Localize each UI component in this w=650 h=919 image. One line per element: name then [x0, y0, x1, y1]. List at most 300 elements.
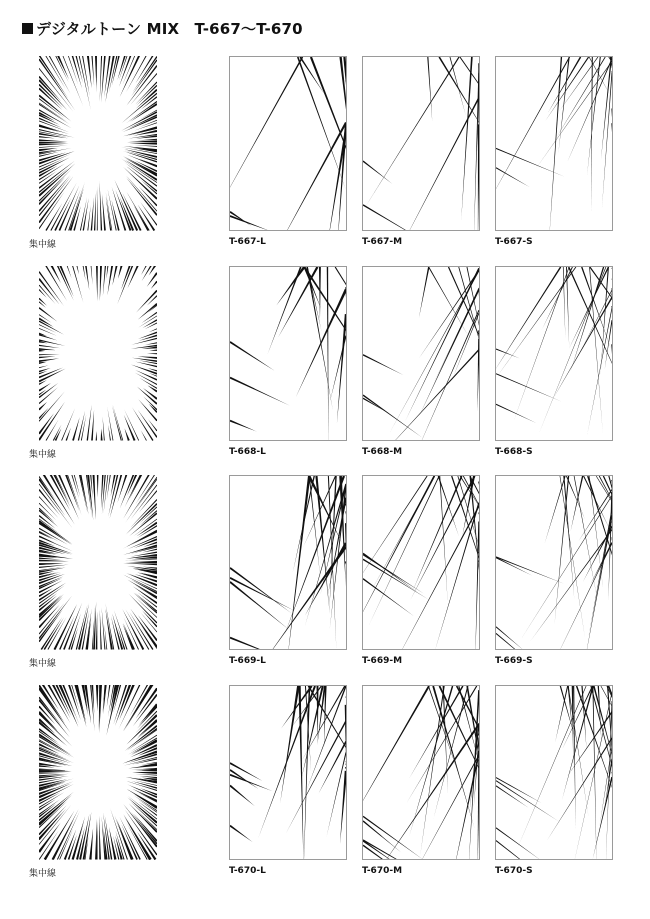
burst-line [101, 429, 103, 441]
tone-panel[interactable] [362, 685, 480, 860]
burst-line [79, 475, 88, 513]
tone-line [496, 840, 548, 859]
burst-line [138, 410, 157, 438]
burst-line [134, 561, 157, 562]
burst-line [107, 266, 113, 295]
tone-line [230, 769, 258, 789]
burst-svg [39, 475, 157, 650]
tone-line [562, 686, 593, 749]
burst-line [127, 579, 157, 598]
burst-line [100, 609, 102, 649]
burst-line [135, 370, 157, 381]
tone-line [587, 308, 612, 437]
burst-line [102, 194, 106, 231]
tone-line [363, 559, 429, 600]
burst-line [147, 353, 157, 354]
tone-line [468, 690, 479, 859]
burst-line [126, 503, 157, 535]
tone-svg [230, 476, 346, 649]
burst-line [39, 109, 71, 128]
tone-panel[interactable] [229, 56, 347, 231]
tone-line [340, 771, 346, 844]
tone-line [602, 72, 612, 210]
tone-line [279, 122, 346, 230]
tone-line [363, 476, 435, 630]
tone-row [0, 266, 650, 476]
burst-line [55, 428, 62, 441]
burst-line [91, 197, 94, 230]
tone-row [0, 56, 650, 266]
tone-line [363, 204, 429, 230]
burst-line [39, 289, 47, 298]
burst-line [134, 795, 157, 811]
tone-line [496, 167, 530, 187]
burst-label: 集中線 [29, 659, 57, 669]
burst-line [39, 362, 47, 364]
tone-svg [496, 267, 612, 440]
burst-line [94, 190, 96, 230]
burst-line [76, 605, 88, 650]
burst-line [76, 266, 79, 274]
tone-panel[interactable] [229, 475, 347, 650]
tone-line [496, 404, 536, 423]
tone-line [439, 476, 447, 605]
tone-line [419, 267, 430, 318]
tone-line [553, 297, 612, 399]
black-square-icon [22, 23, 33, 34]
tone-line [496, 556, 564, 583]
tone-line [448, 267, 479, 426]
tone-line [592, 686, 596, 859]
tone-label: T-668-S [495, 447, 533, 457]
burst-line [125, 609, 149, 650]
speed-line-burst-sample [39, 475, 157, 650]
burst-line [39, 142, 67, 144]
burst-line [141, 430, 147, 441]
burst-line [106, 685, 119, 735]
tone-line [591, 542, 612, 584]
burst-line [39, 298, 47, 306]
burst-line [124, 409, 139, 440]
burst-line [39, 358, 59, 362]
burst-line [67, 266, 72, 278]
burst-line [147, 272, 157, 287]
tone-line [578, 489, 612, 541]
burst-line [62, 56, 83, 106]
tone-line [230, 577, 294, 611]
burst-line [39, 773, 60, 774]
burst-line [101, 475, 104, 509]
tone-line [563, 476, 574, 599]
burst-line [137, 139, 157, 141]
tone-line [562, 686, 594, 800]
burst-line [84, 685, 91, 724]
tone-line [496, 633, 540, 649]
tone-row [0, 685, 650, 895]
burst-line [149, 350, 157, 351]
tone-line [411, 476, 476, 600]
burst-line [103, 417, 105, 441]
tone-line [326, 752, 346, 837]
tone-label: T-668-L [229, 447, 266, 457]
page-title-text: デジタルトーン MIX T-667〜T-670 [36, 20, 303, 38]
tone-label: T-670-S [495, 866, 533, 876]
burst-line [39, 496, 59, 518]
tone-row [0, 475, 650, 685]
tone-line [547, 738, 612, 841]
burst-line [39, 139, 68, 141]
tone-line [318, 741, 346, 794]
tone-line [368, 476, 439, 627]
tone-line [461, 57, 473, 221]
burst-line [121, 266, 131, 290]
tone-line [567, 59, 612, 164]
burst-line [39, 345, 60, 348]
burst-line [39, 144, 69, 146]
tone-line [412, 476, 462, 593]
tone-line [301, 686, 324, 780]
tone-line [363, 476, 428, 588]
tone-svg [230, 57, 346, 230]
tone-line [230, 785, 255, 806]
burst-line [39, 383, 58, 398]
burst-line [39, 558, 61, 560]
tone-line [554, 476, 569, 625]
burst-line [96, 431, 97, 441]
burst-line [91, 410, 94, 441]
burst-line [39, 350, 45, 352]
burst-line [39, 479, 65, 516]
tone-line [276, 267, 305, 306]
burst-line [109, 827, 117, 860]
tone-label: T-669-L [229, 656, 266, 666]
tone-label: T-669-S [495, 656, 533, 666]
tone-line [427, 57, 432, 122]
burst-line [112, 266, 117, 286]
tone-line [496, 267, 561, 375]
burst-line [91, 56, 94, 86]
burst-line [132, 772, 157, 774]
burst-line [99, 685, 102, 733]
tone-line [363, 686, 430, 818]
burst-line [44, 835, 60, 860]
tone-line [363, 395, 422, 438]
tone-label: T-670-L [229, 866, 266, 876]
burst-line [100, 266, 102, 301]
tone-line [363, 820, 401, 852]
tone-line [382, 349, 479, 440]
tone-line [363, 839, 431, 859]
burst-line [87, 205, 90, 230]
burst-line [149, 328, 157, 332]
burst-line [72, 266, 83, 303]
tone-line [267, 267, 301, 355]
burst-line [148, 419, 157, 431]
tone-line [315, 476, 329, 613]
tone-line [230, 211, 251, 226]
burst-line [112, 406, 122, 441]
burst-line [92, 475, 95, 520]
burst-line [39, 334, 57, 340]
tone-svg [496, 476, 612, 649]
burst-line [124, 415, 136, 441]
tone-line [287, 476, 310, 649]
tone-panel[interactable] [495, 56, 613, 231]
burst-line [96, 685, 98, 711]
burst-line [107, 407, 113, 441]
tone-line [329, 476, 337, 614]
tone-line [230, 341, 275, 371]
speed-line-burst-sample [39, 56, 157, 231]
burst-line [96, 266, 98, 301]
burst-line [39, 145, 68, 148]
burst-line [123, 563, 157, 565]
tone-line [478, 560, 479, 649]
tone-panel[interactable] [495, 266, 613, 441]
tone-line [611, 306, 612, 375]
tone-line [450, 57, 466, 116]
burst-line [91, 266, 93, 285]
burst-line [106, 266, 108, 279]
tone-svg [363, 267, 479, 440]
burst-line [57, 811, 80, 860]
tone-line [496, 57, 570, 206]
tone-label: T-667-M [362, 237, 403, 247]
burst-line [107, 685, 111, 707]
burst-line [115, 836, 123, 860]
burst-line [81, 415, 86, 441]
burst-svg [39, 266, 157, 441]
tone-svg [363, 686, 479, 859]
tone-line [453, 313, 479, 377]
burst-line [108, 189, 117, 231]
burst-line [39, 148, 58, 151]
burst-line [125, 777, 157, 784]
burst-line [130, 499, 157, 528]
burst-line [136, 774, 157, 776]
burst-line [87, 475, 93, 520]
tone-line [544, 476, 565, 544]
burst-line [39, 365, 48, 368]
burst-line [123, 475, 150, 519]
burst-line [105, 603, 114, 650]
burst-line [142, 610, 157, 627]
tone-line [611, 521, 612, 617]
burst-line [113, 405, 124, 441]
burst-line [39, 778, 74, 788]
burst-line [39, 383, 51, 392]
burst-line [123, 156, 157, 175]
burst-line [128, 114, 157, 128]
burst-line [39, 356, 55, 358]
burst-line [97, 186, 98, 230]
burst-line [127, 140, 157, 142]
burst-line [99, 815, 101, 859]
tone-label: T-667-L [229, 237, 266, 247]
burst-line [135, 362, 157, 368]
burst-line [39, 301, 46, 307]
tone-line [230, 57, 303, 205]
burst-line [57, 56, 69, 80]
tone-line [496, 827, 542, 859]
burst-line [131, 786, 157, 798]
tone-line [572, 692, 612, 859]
burst-line [135, 145, 157, 147]
tone-panel[interactable] [229, 685, 347, 860]
tone-svg [496, 57, 612, 230]
tone-line [230, 762, 263, 781]
burst-line [39, 520, 72, 544]
tone-line [415, 310, 479, 440]
burst-line [136, 290, 157, 313]
burst-line [151, 281, 157, 289]
burst-line [128, 764, 157, 768]
tone-label: T-667-S [495, 237, 533, 247]
burst-line [136, 522, 157, 537]
burst-line [138, 615, 157, 641]
burst-line [100, 181, 103, 230]
burst-line [39, 321, 64, 335]
burst-line [39, 104, 69, 124]
tone-line [530, 529, 612, 641]
burst-line [130, 609, 157, 648]
burst-line [87, 405, 92, 441]
burst-line [97, 475, 99, 497]
burst-line [74, 475, 80, 497]
burst-line [39, 563, 63, 565]
tone-panel[interactable] [362, 266, 480, 441]
tone-line [365, 57, 460, 208]
tone-label: T-670-M [362, 866, 403, 876]
burst-line [39, 271, 64, 306]
burst-line [118, 266, 123, 279]
burst-line [102, 817, 106, 860]
tone-line [363, 554, 424, 594]
burst-line [39, 519, 61, 535]
tone-line [438, 57, 479, 145]
tone-panel[interactable] [229, 266, 347, 441]
tone-line [230, 420, 257, 432]
tone-line [496, 626, 524, 649]
burst-line [95, 818, 97, 859]
burst-line [39, 402, 65, 441]
burst-label: 集中線 [29, 240, 57, 250]
tone-svg [363, 476, 479, 649]
burst-svg [39, 56, 157, 231]
burst-line [96, 611, 98, 649]
page-title [22, 18, 303, 39]
tone-line [230, 825, 253, 842]
burst-line [106, 197, 111, 231]
tone-svg [230, 686, 346, 859]
tone-line [589, 476, 604, 591]
burst-line [39, 354, 60, 355]
burst-line [39, 136, 55, 138]
tone-line [611, 123, 612, 230]
speed-line-burst-sample [39, 685, 157, 860]
speed-line-burst-sample [39, 266, 157, 441]
tone-line [337, 314, 346, 424]
tone-line [230, 774, 272, 791]
burst-line [101, 56, 106, 103]
tone-line [363, 160, 392, 183]
burst-line [59, 685, 79, 727]
burst-svg [39, 685, 157, 860]
tone-line [363, 354, 404, 375]
tone-line [330, 335, 346, 401]
tone-line [496, 785, 528, 807]
burst-line [106, 192, 112, 231]
burst-line [103, 266, 106, 296]
burst-line [39, 560, 69, 562]
tone-line [496, 780, 559, 821]
burst-line [102, 607, 106, 649]
burst-line [139, 776, 157, 778]
tone-line [496, 373, 561, 401]
burst-line [129, 143, 157, 145]
burst-line [39, 278, 59, 304]
tone-line [230, 377, 290, 406]
tone-panel[interactable] [495, 475, 613, 650]
tone-label: T-669-M [362, 656, 403, 666]
tone-line [496, 557, 532, 576]
burst-line [57, 266, 74, 301]
burst-line [148, 385, 157, 392]
tone-line [230, 581, 289, 629]
burst-line [93, 602, 96, 650]
tone-label: T-668-M [362, 447, 403, 457]
burst-label: 集中線 [29, 869, 57, 879]
tone-line [535, 61, 612, 169]
burst-line [123, 623, 135, 650]
burst-line [111, 616, 120, 649]
tone-line [419, 289, 479, 416]
tone-line [475, 521, 479, 649]
tone-panel[interactable] [362, 56, 480, 231]
burst-line [145, 342, 157, 345]
burst-line [39, 565, 69, 568]
tone-svg [363, 57, 479, 230]
tone-line [280, 686, 299, 803]
tone-line [293, 476, 315, 572]
tone-line [230, 637, 284, 649]
burst-line [59, 266, 73, 297]
tone-line [518, 686, 587, 848]
burst-line [39, 508, 55, 523]
burst-line [138, 303, 157, 320]
burst-line [83, 266, 86, 280]
tone-line [319, 267, 321, 321]
tone-line [286, 721, 346, 833]
burst-line [125, 428, 130, 440]
tone-line [571, 476, 584, 531]
tone-panel[interactable] [495, 685, 613, 860]
tone-line [587, 476, 612, 636]
tone-line [345, 287, 346, 440]
tone-line [596, 476, 612, 626]
burst-line [138, 356, 157, 359]
tone-line [611, 344, 612, 408]
tone-svg [230, 267, 346, 440]
burst-line [148, 305, 157, 313]
burst-line [135, 56, 153, 83]
tone-line [327, 130, 346, 230]
tone-line [587, 57, 601, 176]
tone-panel[interactable] [362, 475, 480, 650]
tone-line [327, 267, 329, 440]
burst-line [39, 746, 63, 757]
tone-line [555, 686, 568, 743]
